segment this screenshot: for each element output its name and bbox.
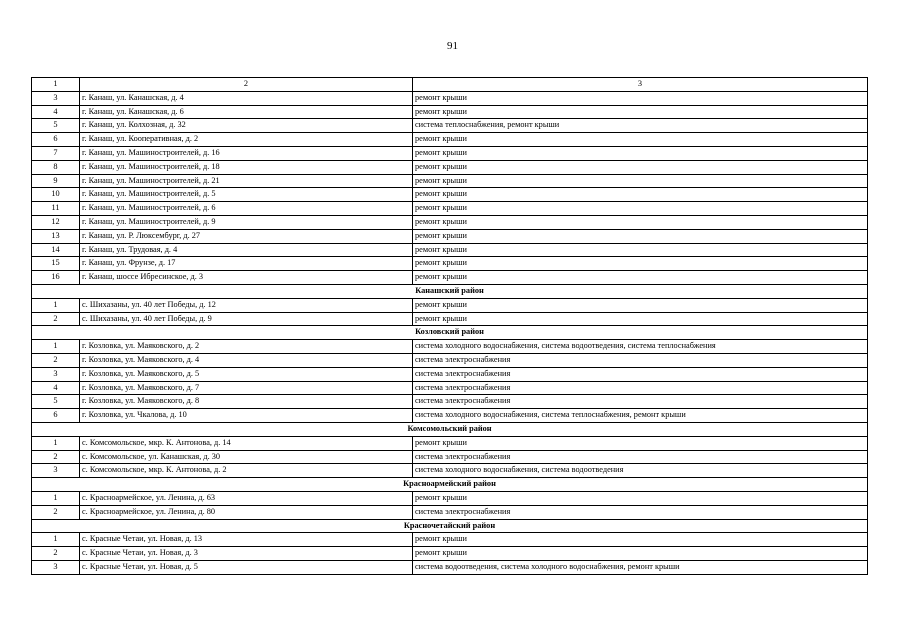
row-works: ремонт крыши [413, 229, 868, 243]
row-address: г. Канаш, шоссе Ибресинское, д. 3 [80, 271, 413, 285]
table-row [32, 91, 868, 105]
row-works: система холодного водоснабжения, система водоотведения, система теплоснабжения [413, 340, 868, 354]
row-address: г. Козловка, ул. Чкалова, д. 10 [80, 409, 413, 423]
district-heading-row [32, 326, 868, 340]
row-number: 5 [32, 119, 80, 133]
row-works: ремонт крыши [413, 243, 868, 257]
table-row [32, 133, 868, 147]
table-header-row [32, 78, 868, 92]
row-number: 3 [32, 560, 80, 574]
district-heading-row [32, 284, 868, 298]
row-number: 1 [32, 491, 80, 505]
row-address: с. Шихазаны, ул. 40 лет Победы, д. 9 [80, 312, 413, 326]
row-number: 1 [32, 533, 80, 547]
row-works: ремонт крыши [413, 312, 868, 326]
row-number: 5 [32, 395, 80, 409]
row-works: ремонт крыши [413, 91, 868, 105]
table-row [32, 533, 868, 547]
table-row [32, 450, 868, 464]
district-heading-row [32, 478, 868, 492]
table-row [32, 547, 868, 561]
row-number: 10 [32, 188, 80, 202]
row-works: ремонт крыши [413, 533, 868, 547]
table-row [32, 271, 868, 285]
district-heading: Комсомольский район [32, 422, 868, 436]
row-address: г. Козловка, ул. Маяковского, д. 7 [80, 381, 413, 395]
row-address: с. Красные Четаи, ул. Новая, д. 5 [80, 560, 413, 574]
table-row [32, 353, 868, 367]
row-works: ремонт крыши [413, 215, 868, 229]
row-works: ремонт крыши [413, 271, 868, 285]
row-number: 2 [32, 547, 80, 561]
row-number: 4 [32, 105, 80, 119]
row-address: с. Комсомольское, ул. Канашская, д. 30 [80, 450, 413, 464]
district-heading: Красноармейский район [32, 478, 868, 492]
row-address: г. Козловка, ул. Маяковского, д. 8 [80, 395, 413, 409]
row-address: с. Комсомольское, мкр. К. Антонова, д. 2 [80, 464, 413, 478]
row-address: г. Козловка, ул. Маяковского, д. 4 [80, 353, 413, 367]
row-address: с. Красноармейское, ул. Ленина, д. 63 [80, 491, 413, 505]
row-works: система холодного водоснабжения, система теплоснабжения, ремонт крыши [413, 409, 868, 423]
table-row [32, 367, 868, 381]
row-number: 16 [32, 271, 80, 285]
row-works: система электроснабжения [413, 353, 868, 367]
table-row [32, 560, 868, 574]
row-number: 3 [32, 91, 80, 105]
row-works: система электроснабжения [413, 381, 868, 395]
row-number: 3 [32, 464, 80, 478]
row-works: ремонт крыши [413, 491, 868, 505]
row-number: 2 [32, 353, 80, 367]
table-row [32, 105, 868, 119]
district-heading-row [32, 519, 868, 533]
row-number: 1 [32, 340, 80, 354]
row-works: ремонт крыши [413, 146, 868, 160]
table-row [32, 215, 868, 229]
table-row [32, 188, 868, 202]
page-number: 91 [447, 40, 458, 52]
row-address: с. Красные Четаи, ул. Новая, д. 13 [80, 533, 413, 547]
row-works: система электроснабжения [413, 450, 868, 464]
row-address: г. Канаш, ул. Канашская, д. 4 [80, 91, 413, 105]
row-works: ремонт крыши [413, 188, 868, 202]
row-address: с. Красноармейское, ул. Ленина, д. 80 [80, 505, 413, 519]
row-works: ремонт крыши [413, 160, 868, 174]
row-address: г. Козловка, ул. Маяковского, д. 5 [80, 367, 413, 381]
row-address: с. Комсомольское, мкр. К. Антонова, д. 14 [80, 436, 413, 450]
district-heading: Канашский район [32, 284, 868, 298]
table-row [32, 146, 868, 160]
row-number: 13 [32, 229, 80, 243]
table-row [32, 381, 868, 395]
row-address: с. Шихазаны, ул. 40 лет Победы, д. 12 [80, 298, 413, 312]
row-works: ремонт крыши [413, 174, 868, 188]
table-row [32, 464, 868, 478]
row-works: система электроснабжения [413, 367, 868, 381]
row-number: 2 [32, 450, 80, 464]
row-number: 3 [32, 367, 80, 381]
row-number: 12 [32, 215, 80, 229]
row-works: ремонт крыши [413, 298, 868, 312]
table-row [32, 174, 868, 188]
row-works: система электроснабжения [413, 395, 868, 409]
row-number: 7 [32, 146, 80, 160]
table-row [32, 505, 868, 519]
district-heading: Козловский район [32, 326, 868, 340]
row-address: г. Канаш, ул. Машиностроителей, д. 18 [80, 160, 413, 174]
row-address: г. Канаш, ул. Машиностроителей, д. 6 [80, 202, 413, 216]
row-number: 2 [32, 312, 80, 326]
table-row [32, 119, 868, 133]
district-heading: Красночетайский район [32, 519, 868, 533]
row-number: 1 [32, 436, 80, 450]
row-number: 8 [32, 160, 80, 174]
repair-table [31, 77, 868, 575]
header-col-works: 3 [413, 78, 868, 92]
row-address: г. Канаш, ул. Машиностроителей, д. 21 [80, 174, 413, 188]
row-works: ремонт крыши [413, 202, 868, 216]
table-row [32, 298, 868, 312]
table-row [32, 409, 868, 423]
row-works: система холодного водоснабжения, система водоотведения [413, 464, 868, 478]
header-col-number: 1 [32, 78, 80, 92]
row-address: г. Канаш, ул. Машиностроителей, д. 9 [80, 215, 413, 229]
district-heading-row [32, 422, 868, 436]
row-number: 9 [32, 174, 80, 188]
row-number: 4 [32, 381, 80, 395]
row-works: ремонт крыши [413, 257, 868, 271]
header-col-address: 2 [80, 78, 413, 92]
row-number: 6 [32, 409, 80, 423]
row-number: 1 [32, 298, 80, 312]
row-address: г. Канаш, ул. Машиностроителей, д. 16 [80, 146, 413, 160]
row-number: 6 [32, 133, 80, 147]
table-row [32, 395, 868, 409]
row-works: система водоотведения, система холодного водоснабжения, ремонт крыши [413, 560, 868, 574]
row-number: 15 [32, 257, 80, 271]
row-address: г. Канаш, ул. Кооперативная, д. 2 [80, 133, 413, 147]
table-row [32, 202, 868, 216]
row-address: г. Канаш, ул. Фрунзе, д. 17 [80, 257, 413, 271]
table-row [32, 229, 868, 243]
row-works: ремонт крыши [413, 436, 868, 450]
table-row [32, 257, 868, 271]
row-number: 11 [32, 202, 80, 216]
table-row [32, 491, 868, 505]
row-address: с. Красные Четаи, ул. Новая, д. 3 [80, 547, 413, 561]
row-number: 2 [32, 505, 80, 519]
row-address: г. Канаш, ул. Трудовая, д. 4 [80, 243, 413, 257]
table-row [32, 312, 868, 326]
row-works: система электроснабжения [413, 505, 868, 519]
row-number: 14 [32, 243, 80, 257]
table-row [32, 436, 868, 450]
row-address: г. Канаш, ул. Колхозная, д. 32 [80, 119, 413, 133]
table-row [32, 243, 868, 257]
row-works: ремонт крыши [413, 133, 868, 147]
row-works: ремонт крыши [413, 105, 868, 119]
row-works: система теплоснабжения, ремонт крыши [413, 119, 868, 133]
row-works: ремонт крыши [413, 547, 868, 561]
row-address: г. Канаш, ул. Р. Люксембург, д. 27 [80, 229, 413, 243]
row-address: г. Канаш, ул. Канашская, д. 6 [80, 105, 413, 119]
table-row [32, 340, 868, 354]
table-body [32, 78, 868, 575]
row-address: г. Козловка, ул. Маяковского, д. 2 [80, 340, 413, 354]
row-address: г. Канаш, ул. Машиностроителей, д. 5 [80, 188, 413, 202]
table-row [32, 160, 868, 174]
